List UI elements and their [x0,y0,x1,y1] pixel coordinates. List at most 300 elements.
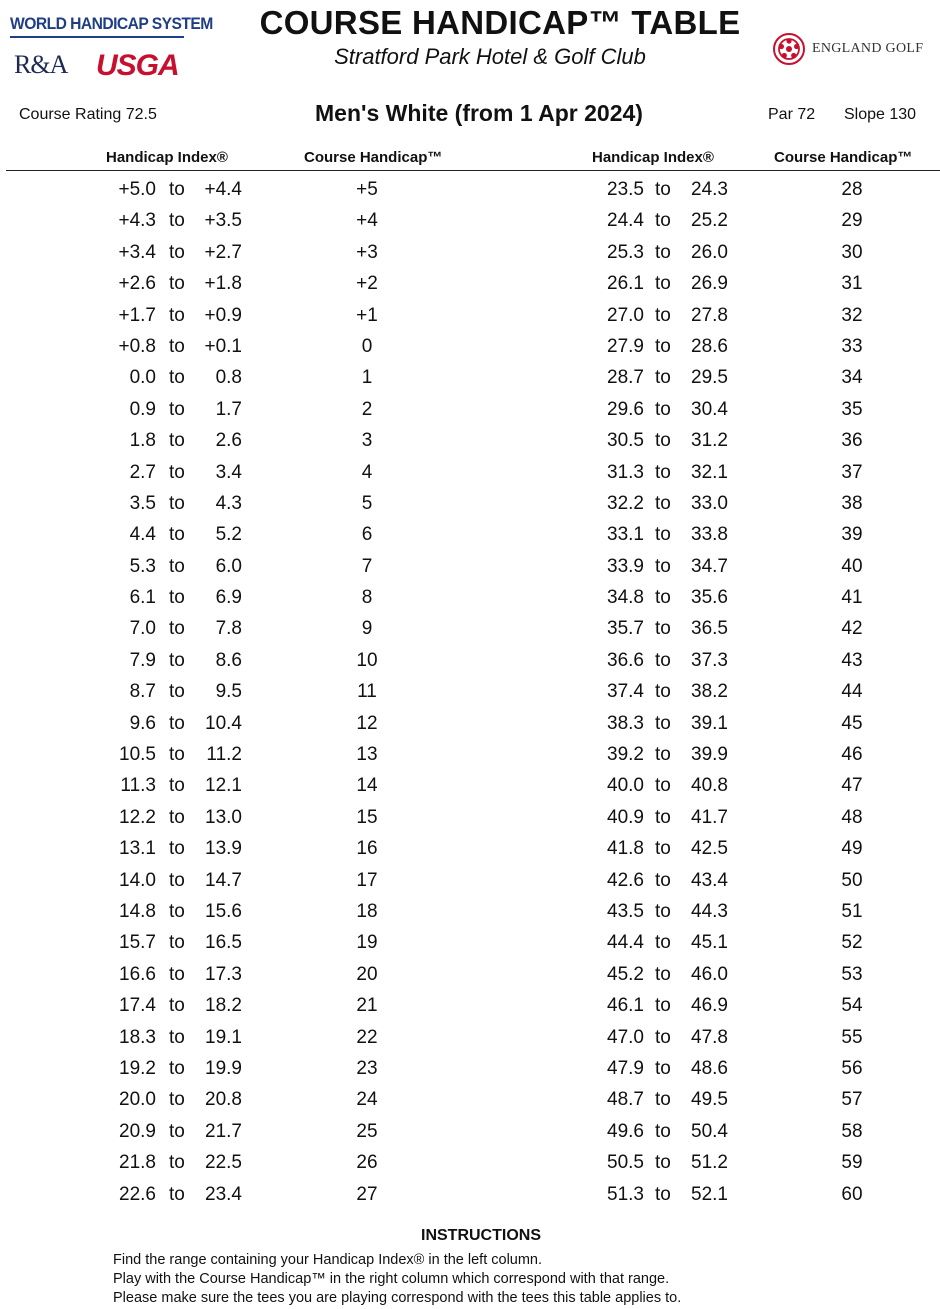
course-rating: Course Rating 72.5 [19,106,157,123]
table-row [0,835,940,866]
table-row [0,490,940,521]
table-row [0,302,940,333]
right-index-from: 36.6 [607,649,644,671]
left-index-to: +0.1 [204,335,242,357]
left-index-to: 3.4 [215,461,242,483]
left-index-to: 6.0 [215,555,242,577]
left-index-to: +1.8 [204,273,242,295]
table-row [0,867,940,898]
left-to-word: to [169,681,185,703]
column-header-left-course-handicap: Course Handicap™ [304,149,443,166]
left-to-word: to [169,1057,185,1079]
table-row [0,427,940,458]
left-index-from: 12.2 [119,806,156,828]
right-to-word: to [655,241,671,263]
table-row [0,1149,940,1180]
right-index-from: 47.9 [607,1057,644,1079]
left-index-from: +5.0 [118,179,156,200]
left-index-from: +4.3 [118,210,156,232]
right-course-handicap: 46 [841,744,863,766]
right-index-from: 33.1 [607,524,644,546]
left-course-handicap: 27 [356,1183,378,1205]
right-course-handicap: 41 [841,587,863,609]
left-index-from: 6.1 [129,587,156,609]
usga-logo: USGA [96,49,179,82]
right-course-handicap: 39 [841,524,863,546]
right-to-word: to [655,335,671,357]
whs-logo-text: WORLD HANDICAP SYSTEM [10,14,213,33]
right-to-word: to [655,587,671,609]
left-to-word: to [169,1152,185,1174]
right-index-to: 25.2 [691,210,728,232]
left-course-handicap: +3 [356,241,378,263]
right-index-from: 23.5 [607,179,644,200]
left-course-handicap: +1 [356,304,378,326]
right-course-handicap: 35 [841,398,863,420]
left-index-from: 4.4 [129,524,156,546]
right-to-word: to [655,649,671,671]
table-row [0,584,940,615]
left-index-from: 9.6 [129,712,156,734]
column-header-right-course-handicap: Course Handicap™ [774,149,913,166]
right-course-handicap: 43 [841,649,863,671]
right-to-word: to [655,681,671,703]
table-row [0,804,940,835]
left-to-word: to [169,524,185,546]
left-index-from: 7.0 [129,618,156,640]
right-index-to: 34.7 [691,555,728,577]
left-index-from: 13.1 [119,838,156,860]
right-index-from: 34.8 [607,587,644,609]
right-index-from: 32.2 [607,492,644,514]
left-index-to: 0.8 [215,367,242,389]
left-index-to: 6.9 [215,587,242,609]
left-index-from: 1.8 [129,430,156,452]
left-course-handicap: +2 [356,273,378,295]
right-index-to: 31.2 [691,430,728,452]
left-index-from: 21.8 [119,1152,156,1174]
right-index-to: 26.9 [691,273,728,295]
left-index-to: 20.8 [205,1089,242,1111]
left-course-handicap: 4 [361,461,373,483]
left-index-to: 13.0 [205,806,242,828]
right-to-word: to [655,304,671,326]
left-index-from: 15.7 [119,932,156,954]
right-course-handicap: 59 [841,1152,863,1174]
right-course-handicap: 49 [841,838,863,860]
right-to-word: to [655,524,671,546]
right-course-handicap: 36 [841,430,863,452]
right-index-to: 39.1 [691,712,728,734]
right-to-word: to [655,995,671,1017]
left-index-from: 17.4 [119,995,156,1017]
table-row [0,992,940,1023]
right-index-from: 41.8 [607,838,644,860]
right-index-to: 37.3 [691,649,728,671]
left-to-word: to [169,304,185,326]
right-course-handicap: 55 [841,1026,863,1048]
left-index-from: 0.9 [129,398,156,420]
left-index-to: 2.6 [215,430,242,452]
left-to-word: to [169,398,185,420]
right-index-to: 48.6 [691,1057,728,1079]
right-index-to: 29.5 [691,367,728,389]
left-course-handicap: 26 [356,1152,378,1174]
right-to-word: to [655,367,671,389]
right-course-handicap: 37 [841,461,863,483]
right-to-word: to [655,963,671,985]
table-row [0,678,940,709]
right-index-from: 48.7 [607,1089,644,1111]
right-course-handicap: 51 [841,900,863,922]
right-course-handicap: 42 [841,618,863,640]
right-index-from: 35.7 [607,618,644,640]
left-index-to: +2.7 [204,241,242,263]
left-course-handicap: 23 [356,1057,378,1079]
right-index-to: 47.8 [691,1026,728,1048]
right-index-to: 33.0 [691,492,728,514]
right-to-word: to [655,430,671,452]
left-course-handicap: 20 [356,963,378,985]
right-index-from: 40.9 [607,806,644,828]
table-row [0,521,940,552]
left-to-word: to [169,932,185,954]
left-index-from: 7.9 [129,649,156,671]
right-to-word: to [655,398,671,420]
left-course-handicap: 18 [356,900,378,922]
right-to-word: to [655,1183,671,1205]
right-index-to: 35.6 [691,587,728,609]
right-course-handicap: 40 [841,555,863,577]
column-header-right-index: Handicap Index® [592,149,714,166]
right-index-to: 42.5 [691,838,728,860]
left-to-word: to [169,900,185,922]
right-index-to: 36.5 [691,618,728,640]
left-course-handicap: +4 [356,210,378,232]
right-course-handicap: 57 [841,1089,863,1111]
left-to-word: to [169,430,185,452]
left-index-from: +0.8 [118,335,156,357]
left-index-to: 10.4 [205,712,242,734]
ra-logo: R&A [14,50,68,79]
rose-emblem-icon [772,32,806,66]
right-index-from: 49.6 [607,1120,644,1142]
right-to-word: to [655,210,671,232]
right-course-handicap: 45 [841,712,863,734]
left-index-to: 17.3 [205,963,242,985]
instruction-line: Find the range containing your Handicap Index® in the left column. [113,1252,543,1268]
left-to-word: to [169,1026,185,1048]
left-course-handicap: 11 [357,681,377,703]
right-to-word: to [655,744,671,766]
right-index-to: 39.9 [691,744,728,766]
left-index-to: 14.7 [205,869,242,891]
left-to-word: to [169,744,185,766]
page-title: COURSE HANDICAP™ TABLE [259,4,741,41]
left-to-word: to [169,179,185,200]
table-row [0,176,940,207]
right-index-from: 42.6 [607,869,644,891]
right-index-to: 45.1 [691,932,728,954]
right-course-handicap: 53 [841,963,863,985]
table-row [0,772,940,803]
header-rule [6,170,940,171]
left-to-word: to [169,273,185,295]
table-row [0,615,940,646]
right-course-handicap: 60 [841,1183,863,1205]
left-index-to: +3.5 [204,210,242,232]
left-index-from: 14.0 [119,869,156,891]
right-to-word: to [655,1120,671,1142]
table-row [0,898,940,929]
left-to-word: to [169,963,185,985]
right-index-to: 49.5 [691,1089,728,1111]
left-index-to: 13.9 [205,838,242,860]
left-course-handicap: 2 [361,398,373,420]
right-to-word: to [655,775,671,797]
left-course-handicap: 1 [361,367,373,389]
right-to-word: to [655,712,671,734]
left-index-from: 0.0 [129,367,156,389]
right-to-word: to [655,1057,671,1079]
left-index-from: 11.3 [120,775,156,797]
left-index-from: 20.9 [119,1120,156,1142]
right-course-handicap: 52 [841,932,863,954]
left-index-to: 19.1 [205,1026,242,1048]
right-index-from: 40.0 [607,775,644,797]
right-to-word: to [655,618,671,640]
table-row [0,364,940,395]
right-index-from: 31.3 [607,461,644,483]
right-course-handicap: 48 [841,806,863,828]
instruction-line: Play with the Course Handicap™ in the right column which correspond with that range. [113,1271,670,1287]
left-index-from: +1.7 [118,304,156,326]
club-name: Stratford Park Hotel & Golf Club [334,44,646,69]
left-to-word: to [169,1120,185,1142]
right-course-handicap: 31 [841,273,863,295]
right-to-word: to [655,179,671,200]
left-to-word: to [169,335,185,357]
left-course-handicap: +5 [356,179,378,200]
right-to-word: to [655,1026,671,1048]
right-course-handicap: 50 [841,869,863,891]
left-index-to: 9.5 [215,681,242,703]
left-index-from: +2.6 [118,273,156,295]
left-index-to: 15.6 [205,900,242,922]
right-index-to: 44.3 [691,900,728,922]
left-course-handicap: 25 [356,1120,378,1142]
right-to-word: to [655,869,671,891]
left-course-handicap: 12 [356,712,378,734]
right-index-to: 26.0 [691,241,728,263]
instructions-title: INSTRUCTIONS [421,1227,541,1244]
left-to-word: to [169,555,185,577]
right-course-handicap: 29 [841,210,863,232]
right-index-from: 39.2 [607,744,644,766]
left-index-from: 22.6 [119,1183,156,1205]
right-index-from: 38.3 [607,712,644,734]
left-to-word: to [169,1089,185,1111]
par-value: Par 72 [768,106,816,123]
left-to-word: to [169,838,185,860]
right-index-from: 43.5 [607,900,644,922]
instruction-line: Please make sure the tees you are playing correspond with the tees this table applies to. [113,1290,682,1306]
left-course-handicap: 14 [356,775,378,797]
right-to-word: to [655,461,671,483]
left-course-handicap: 8 [361,587,373,609]
left-index-to: 23.4 [205,1183,242,1205]
right-to-word: to [655,806,671,828]
left-to-word: to [169,241,185,263]
right-course-handicap: 47 [841,775,863,797]
right-to-word: to [655,900,671,922]
table-row [0,961,940,992]
slope-value: Slope 130 [844,106,917,123]
left-index-from: 5.3 [129,555,156,577]
left-index-from: 3.5 [129,492,156,514]
right-course-handicap: 32 [841,304,863,326]
left-to-word: to [169,492,185,514]
right-index-to: 46.0 [691,963,728,985]
left-to-word: to [169,1183,185,1205]
right-index-from: 25.3 [607,241,644,263]
left-index-to: 8.6 [215,649,242,671]
left-index-to: +4.4 [204,179,242,200]
left-index-from: 8.7 [129,681,156,703]
right-course-handicap: 58 [841,1120,863,1142]
left-index-to: 7.8 [215,618,242,640]
right-index-from: 50.5 [607,1152,644,1174]
right-index-to: 51.2 [691,1152,728,1174]
right-course-handicap: 56 [841,1057,863,1079]
right-index-from: 47.0 [607,1026,644,1048]
right-course-handicap: 38 [841,492,863,514]
right-index-from: 26.1 [607,273,644,295]
right-index-to: 50.4 [691,1120,728,1142]
left-to-word: to [169,210,185,232]
left-course-handicap: 6 [361,524,373,546]
left-to-word: to [169,618,185,640]
england-golf-text: ENGLAND GOLF [812,41,924,56]
england-golf-logo [772,32,932,72]
right-index-from: 51.3 [607,1183,644,1205]
left-to-word: to [169,806,185,828]
table-row [0,710,940,741]
left-course-handicap: 16 [356,838,378,860]
right-course-handicap: 28 [841,179,863,200]
right-course-handicap: 34 [841,367,863,389]
right-course-handicap: 33 [841,335,863,357]
left-index-from: 20.0 [119,1089,156,1111]
right-to-word: to [655,838,671,860]
left-course-handicap: 0 [361,335,373,357]
table-row [0,396,940,427]
left-to-word: to [169,869,185,891]
left-course-handicap: 13 [356,744,378,766]
left-index-to: 19.9 [205,1057,242,1079]
table-row [0,1024,940,1055]
right-to-word: to [655,932,671,954]
left-index-to: 12.1 [205,775,242,797]
right-to-word: to [655,492,671,514]
left-to-word: to [169,775,185,797]
left-to-word: to [169,367,185,389]
table-row [0,1118,940,1149]
left-to-word: to [169,712,185,734]
table-row [0,1086,940,1117]
right-index-from: 27.9 [607,335,644,357]
right-index-from: 30.5 [607,430,644,452]
left-index-to: 11.2 [206,744,242,766]
right-index-from: 37.4 [607,681,644,703]
right-index-to: 33.8 [691,524,728,546]
right-index-from: 28.7 [607,367,644,389]
left-to-word: to [169,649,185,671]
left-index-to: 22.5 [205,1152,242,1174]
left-index-to: 1.7 [215,398,242,420]
right-course-handicap: 54 [841,995,863,1017]
right-index-from: 44.4 [607,932,644,954]
column-header-left-index: Handicap Index® [106,149,228,166]
left-course-handicap: 15 [356,806,378,828]
left-index-to: 5.2 [215,524,242,546]
left-index-from: +3.4 [118,241,156,263]
table-row [0,239,940,270]
left-index-to: +0.9 [204,304,242,326]
table-row [0,270,940,301]
right-index-to: 24.3 [691,179,728,200]
table-row [0,1055,940,1086]
left-index-from: 2.7 [129,461,156,483]
right-index-from: 29.6 [607,398,644,420]
handicap-table [0,176,940,1212]
left-course-handicap: 19 [356,932,378,954]
left-course-handicap: 24 [356,1089,378,1111]
right-index-to: 38.2 [691,681,728,703]
left-index-from: 18.3 [119,1026,156,1048]
left-to-word: to [169,995,185,1017]
right-index-to: 43.4 [691,869,728,891]
right-to-word: to [655,555,671,577]
left-index-from: 10.5 [119,744,156,766]
table-row [0,459,940,490]
left-course-handicap: 22 [356,1026,378,1048]
left-course-handicap: 5 [361,492,373,514]
right-index-to: 41.7 [691,806,728,828]
right-course-handicap: 30 [841,241,863,263]
table-row [0,647,940,678]
table-row [0,929,940,960]
right-index-from: 24.4 [607,210,644,232]
left-to-word: to [169,587,185,609]
table-row [0,553,940,584]
table-row [0,1181,940,1212]
left-index-from: 16.6 [119,963,156,985]
right-to-word: to [655,1089,671,1111]
left-course-handicap: 7 [361,555,373,577]
table-row [0,741,940,772]
left-index-to: 16.5 [205,932,242,954]
left-index-from: 19.2 [119,1057,156,1079]
right-to-word: to [655,273,671,295]
left-index-from: 14.8 [119,900,156,922]
right-index-to: 32.1 [691,461,728,483]
right-index-to: 28.6 [691,335,728,357]
right-index-from: 33.9 [607,555,644,577]
right-index-from: 27.0 [607,304,644,326]
left-course-handicap: 10 [356,649,378,671]
right-index-to: 46.9 [691,995,728,1017]
